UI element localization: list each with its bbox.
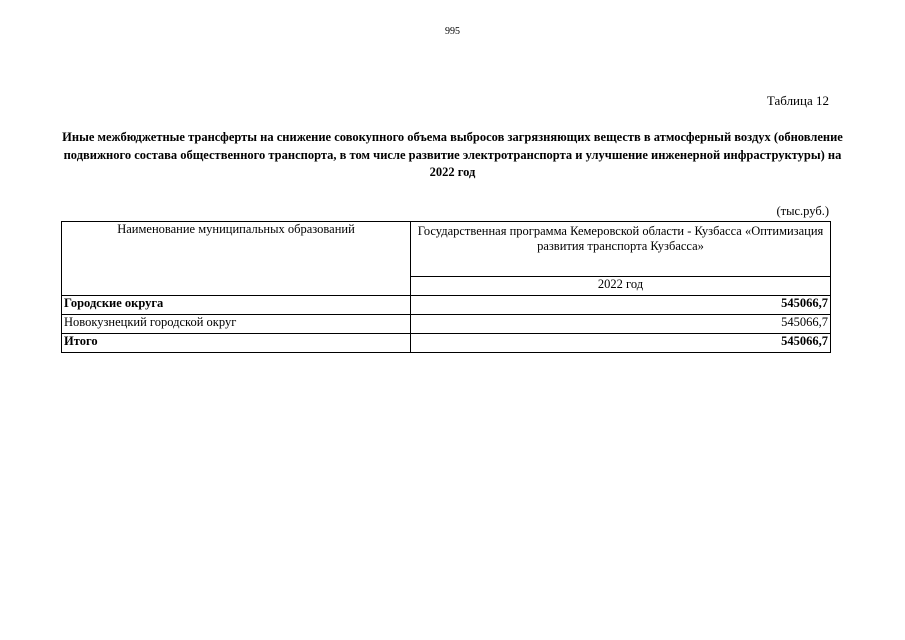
transfers-table — [61, 221, 831, 353]
page-number: 995 — [445, 26, 460, 37]
header-program: Государственная программа Кемеровской области - Кузбасса «Оптимизация развития транспорта Кузбасса» — [411, 222, 831, 277]
row-name: Новокузнецкий городской округ — [62, 315, 411, 334]
units-label: (тыс.руб.) — [776, 204, 829, 218]
header-municipality-name: Наименование муниципальных образований — [62, 222, 411, 296]
row-name: Итого — [62, 334, 411, 353]
row-value: 545066,7 — [411, 334, 831, 353]
table-label: Таблица 12 — [766, 93, 829, 108]
row-name: Городские округа — [62, 296, 411, 315]
header-year: 2022 год — [411, 277, 831, 296]
table-row — [62, 315, 831, 334]
row-value: 545066,7 — [411, 315, 831, 334]
document-title: Иные межбюджетные трансферты на снижение совокупного объема выбросов загрязняющих веществ в атмосферный воздух (обновление подвижного состава общественного транспорта, в том числе развитие электротранспорта и улучшение инженерной инфраструктуры) на 2022 год — [62, 130, 843, 179]
table-header-row — [62, 222, 831, 277]
table-row — [62, 334, 831, 353]
row-value: 545066,7 — [411, 296, 831, 315]
table-row — [62, 296, 831, 315]
